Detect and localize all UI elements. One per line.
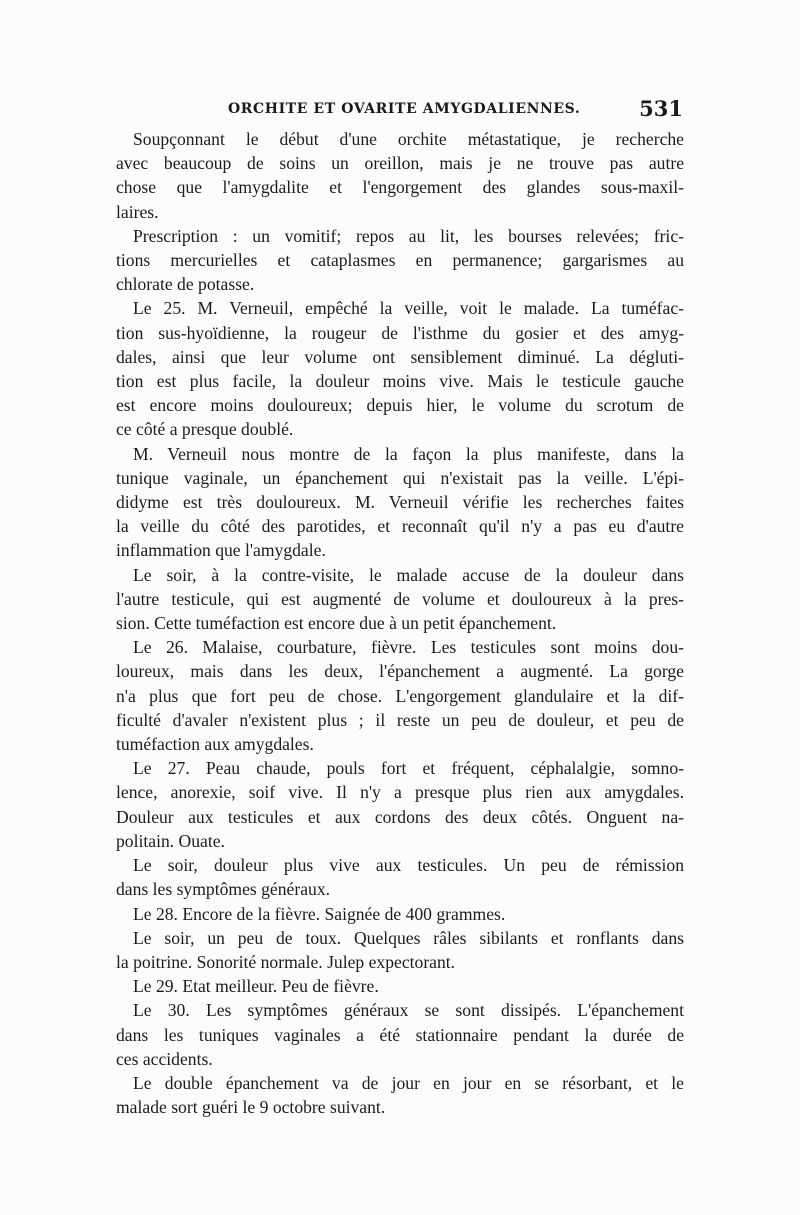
- text-line: inflammation que l'amygdale.: [116, 540, 326, 561]
- text-line: Le double épanchement va de jour en jour en se résorbant, et le: [133, 1072, 684, 1093]
- text-line: tion est plus facile, la douleur moins vive. Mais le testicule gauche: [116, 371, 684, 392]
- text-line: Le soir, un peu de toux. Quelques râles sibilants et ronflants dans: [133, 927, 684, 948]
- text-line: laires.: [116, 201, 159, 222]
- text-line: est encore moins douloureux; depuis hier, le volume du scrotum de: [116, 395, 684, 416]
- text-line: ce côté a presque doublé.: [116, 419, 294, 440]
- text-line: loureux, mais dans les deux, l'épanchement a augmenté. La gorge: [116, 661, 684, 682]
- text-line: Le 26. Malaise, courbature, fièvre. Les testicules sont moins dou-: [133, 637, 684, 658]
- text-line: M. Verneuil nous montre de la façon la plus manifeste, dans la: [133, 443, 684, 464]
- text-line: Le 30. Les symptômes généraux se sont dissipés. L'épanchement: [133, 1000, 684, 1021]
- text-line: Le soir, douleur plus vive aux testicules. Un peu de rémission: [133, 855, 684, 876]
- page-header: [118, 96, 683, 126]
- paragraph: [116, 127, 684, 224]
- text-line: Le 27. Peau chaude, pouls fort et fréquent, céphalalgie, somno-: [133, 758, 684, 779]
- text-line: dans les symptômes généraux.: [116, 879, 331, 900]
- text-line: didyme est très douloureux. M. Verneuil vérifie les recherches faites: [116, 492, 684, 513]
- text-line: tuméfaction aux amygdales.: [116, 734, 314, 755]
- text-line: Le 29. Etat meilleur. Peu de fièvre.: [133, 976, 379, 997]
- text-line: ces accidents.: [116, 1048, 213, 1069]
- text-line: la veille du côté des parotides, et reconnaît qu'il n'y a pas eu d'autre: [116, 516, 684, 537]
- text-line: Soupçonnant le début d'une orchite métastatique, je recherche: [133, 129, 684, 149]
- text-line: Le soir, à la contre-visite, le malade accuse de la douleur dans: [133, 564, 684, 585]
- text-line: Douleur aux testicules et aux cordons des deux côtés. Onguent na-: [116, 806, 684, 827]
- paragraph: [116, 635, 684, 756]
- text-line: tunique vaginale, un épanchement qui n'existait pas la veille. L'épi-: [116, 467, 684, 488]
- text-line: dans les tuniques vaginales a été stationnaire pendant la durée de: [116, 1024, 684, 1045]
- paragraph: [116, 974, 684, 998]
- text-line: avec beaucoup de soins un oreillon, mais je ne trouve pas autre: [116, 153, 684, 174]
- text-line: la poitrine. Sonorité normale. Julep expectorant.: [116, 951, 456, 972]
- body-text: [116, 127, 684, 1119]
- text-line: Le 28. Encore de la fièvre. Saignée de 400 grammes.: [133, 903, 506, 924]
- paragraph: [116, 1071, 684, 1119]
- text-line: lence, anorexie, soif vive. Il n'y a presque plus rien aux amygdales.: [116, 782, 684, 803]
- text-line: tions mercurielles et cataplasmes en permanence; gargarismes au: [116, 250, 684, 271]
- paragraph: [116, 296, 684, 441]
- running-title: ORCHITE ET OVARITE AMYGDALIENNES.: [228, 101, 581, 117]
- paragraph: [116, 563, 684, 636]
- text-line: dales, ainsi que leur volume ont sensiblement diminué. La dégluti-: [116, 346, 684, 367]
- text-line: Prescription : un vomitif; repos au lit, les bourses relevées; fric-: [133, 225, 684, 246]
- text-line: chlorate de potasse.: [116, 274, 255, 295]
- page-number: 531: [639, 96, 683, 121]
- text-line: politain. Ouate.: [116, 830, 225, 851]
- paragraph: [116, 998, 684, 1071]
- text-line: n'a plus que fort peu de chose. L'engorgement glandulaire et la dif-: [116, 685, 684, 706]
- text-line: sion. Cette tuméfaction est encore due à un petit épanchement.: [116, 613, 557, 634]
- paragraph: [116, 756, 684, 853]
- text-line: Le 25. M. Verneuil, empêché la veille, voit le malade. La tuméfac-: [133, 298, 684, 319]
- text-line: malade sort guéri le 9 octobre suivant.: [116, 1097, 386, 1118]
- paragraph: [116, 853, 684, 901]
- paragraph: [116, 442, 684, 563]
- paragraph: [116, 902, 684, 926]
- text-line: l'autre testicule, qui est augmenté de volume et douloureux à la pres-: [116, 588, 684, 609]
- text-line: ficulté d'avaler n'existent plus ; il reste un peu de douleur, et peu de: [116, 709, 684, 730]
- text-line: chose que l'amygdalite et l'engorgement des glandes sous-maxil-: [116, 177, 684, 198]
- paragraph: [116, 224, 684, 297]
- text-line: tion sus-hyoïdienne, la rougeur de l'isthme du gosier et des amyg-: [116, 322, 684, 343]
- paragraph: [116, 926, 684, 974]
